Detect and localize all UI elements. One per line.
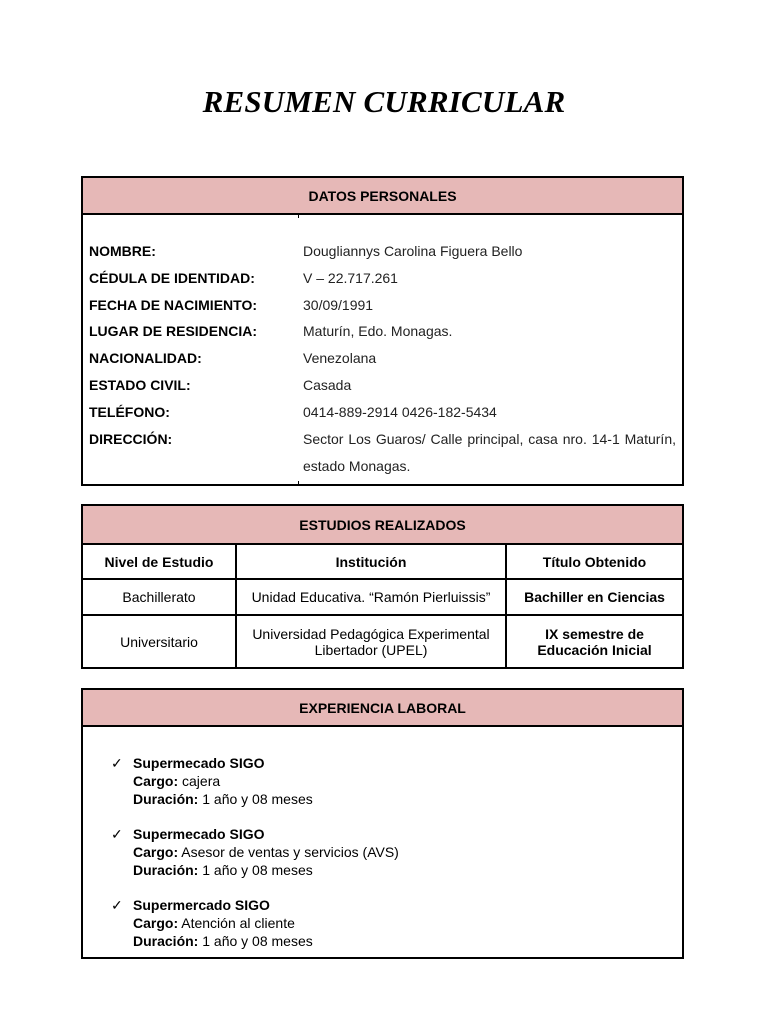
field-value: Maturín, Edo. Monagas. <box>303 323 453 339</box>
table-cell: Unidad Educativa. “Ramón Pierluissis” <box>236 579 506 615</box>
field-label: CÉDULA DE IDENTIDAD: <box>89 270 255 286</box>
field-row-direccion <box>89 426 676 480</box>
field-value: 30/09/1991 <box>303 297 374 313</box>
table-cell: Universitario <box>83 615 236 668</box>
job-duracion: 1 año y 08 meses <box>202 933 313 949</box>
field-label: FECHA DE NACIMIENTO: <box>89 297 257 313</box>
job-duracion: 1 año y 08 meses <box>202 791 313 807</box>
cargo-label: Cargo: <box>133 915 179 931</box>
job-cargo: cajera <box>182 773 221 789</box>
field-value: Venezolana <box>303 350 377 366</box>
field-row-nombre <box>89 238 676 265</box>
job-cargo: Atención al cliente <box>181 915 295 931</box>
field-label: ESTADO CIVIL: <box>89 377 191 393</box>
checkmark-icon: ✓ <box>111 826 123 842</box>
duracion-label: Duración: <box>133 862 199 878</box>
column-header: Institución <box>236 544 506 579</box>
column-header: Nivel de Estudio <box>83 544 236 579</box>
field-label: TELÉFONO: <box>89 404 170 420</box>
field-value: V – 22.717.261 <box>303 270 398 286</box>
checkmark-icon: ✓ <box>111 755 123 771</box>
duracion-label: Duración: <box>133 791 199 807</box>
field-value: Casada <box>303 377 352 393</box>
field-row-cedula <box>89 265 676 292</box>
field-row-estado-civil <box>89 372 676 399</box>
table-cell: Bachillerato <box>83 579 236 615</box>
duracion-label: Duración: <box>133 933 199 949</box>
experience-header: EXPERIENCIA LABORAL <box>83 690 682 727</box>
column-header: Título Obtenido <box>506 544 682 579</box>
field-row-telefono <box>89 399 676 426</box>
field-value: Dougliannys Carolina Figuera Bello <box>303 243 523 259</box>
job-company: Supermecado SIGO <box>133 826 265 842</box>
divider <box>298 215 299 218</box>
table-row <box>83 615 682 668</box>
field-row-residencia <box>89 318 676 345</box>
studies-section <box>81 504 684 669</box>
page-title: RESUMEN CURRICULAR <box>202 84 566 119</box>
personal-data-header: DATOS PERSONALES <box>83 178 682 215</box>
field-label: DIRECCIÓN: <box>89 431 173 447</box>
divider <box>298 481 299 484</box>
table-header-row <box>83 544 682 579</box>
field-value: Sector Los Guaros/ Calle principal, casa nro. 14-1 Maturín, estado Monagas. <box>303 431 676 474</box>
checkmark-icon: ✓ <box>111 897 123 913</box>
table-cell: Bachiller en Ciencias <box>506 579 682 615</box>
field-value: 0414-889-2914 0426-182-5434 <box>303 404 497 420</box>
cargo-label: Cargo: <box>133 773 179 789</box>
table-row <box>83 579 682 615</box>
cargo-label: Cargo: <box>133 844 179 860</box>
field-label: NACIONALIDAD: <box>89 350 202 366</box>
experience-section <box>81 688 684 959</box>
field-label: NOMBRE: <box>89 243 156 259</box>
studies-table <box>83 543 682 668</box>
job-company: Supermecado SIGO <box>133 755 265 771</box>
studies-header: ESTUDIOS REALIZADOS <box>83 506 682 543</box>
field-label: LUGAR DE RESIDENCIA: <box>89 323 258 339</box>
field-row-fecha <box>89 292 676 319</box>
table-cell: IX semestre de Educación Inicial <box>506 615 682 668</box>
job-company: Supermercado SIGO <box>133 897 270 913</box>
personal-data-section <box>81 176 684 486</box>
job-cargo: Asesor de ventas y servicios (AVS) <box>181 844 399 860</box>
field-row-nacionalidad <box>89 345 676 372</box>
job-duracion: 1 año y 08 meses <box>202 862 313 878</box>
table-cell: Universidad Pedagógica Experimental Libertador (UPEL) <box>236 615 506 668</box>
